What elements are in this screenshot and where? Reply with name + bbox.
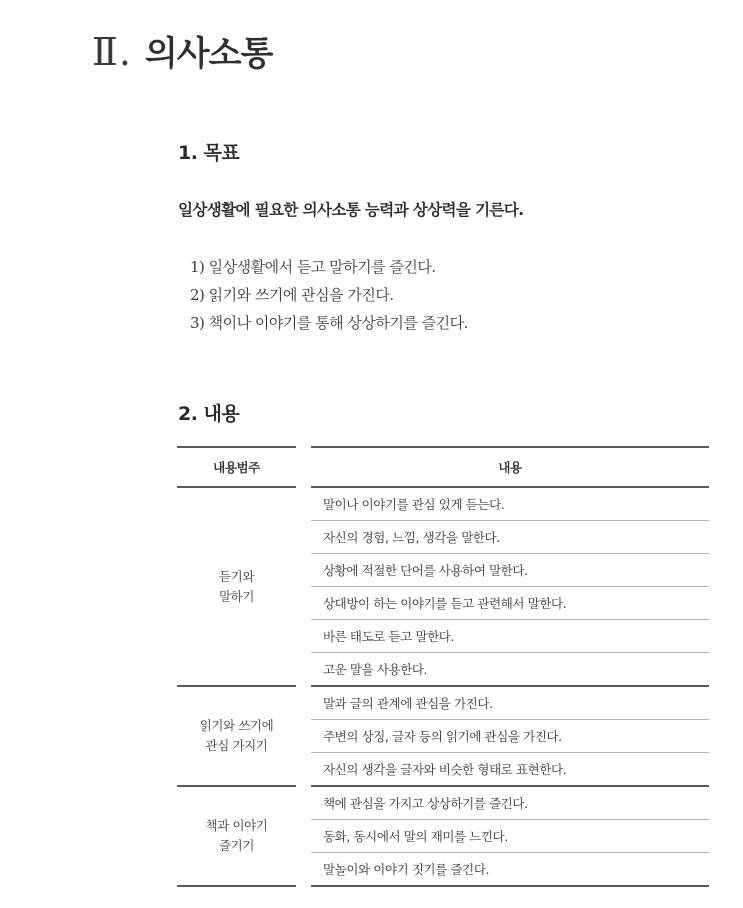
table-row [177,488,709,521]
content-cell: 말과 글의 관계에 관심을 가진다. [311,687,709,720]
column-gap [296,488,311,687]
chapter-number: Ⅱ [92,30,119,74]
content-cell: 바른 태도로 듣고 말한다. [311,620,709,653]
content-cell: 상황에 적절한 단어를 사용하여 말한다. [311,554,709,587]
content-table [177,446,709,887]
content-cell: 말놀이와 이야기 짓기를 즐긴다. [311,853,709,887]
content-cell: 자신의 생각을 글자와 비슷한 형태로 표현한다. [311,753,709,787]
table-header-row [177,446,709,488]
goal-heading: 1. 목표 [178,142,240,164]
header-category: 내용범주 [177,446,296,488]
chapter-title [92,26,272,78]
category-line: 듣기와 [218,568,255,584]
content-cell: 상대방이 하는 이야기를 듣고 관련해서 말한다. [311,587,709,620]
category-line: 책과 이야기 [205,818,268,833]
content-cell: 동화, 동시에서 말의 재미를 느낀다. [311,820,709,853]
category-cell [177,687,296,787]
column-gap [296,687,311,787]
category-line: 읽기와 쓰기에 [199,718,274,733]
goal-summary: 일상생활에 필요한 의사소통 능력과 상상력을 기른다. [178,201,524,219]
column-gap [296,787,311,887]
header-content: 내용 [311,446,709,488]
chapter-name: 의사소통 [144,34,273,74]
goal-item: 3) 책이나 이야기를 통해 상상하기를 즐긴다. [190,314,468,332]
category-line: 관심 가지기 [205,738,268,753]
content-cell: 책에 관심을 가지고 상상하기를 즐긴다. [311,787,709,820]
table-row [177,787,709,820]
content-heading: 2. 내용 [178,403,240,425]
category-cell [177,787,296,887]
table-row [177,687,709,720]
content-cell: 주변의 상징, 글자 등의 읽기에 관심을 가진다. [311,720,709,753]
goal-item: 1) 일상생활에서 듣고 말하기를 즐긴다. [190,258,436,276]
content-cell: 자신의 경험, 느낌, 생각을 말한다. [311,521,709,554]
goal-item: 2) 읽기와 쓰기에 관심을 가진다. [190,286,394,304]
category-cell [177,488,296,687]
category-line: 말하기 [218,588,255,604]
chapter-number-dot: . [118,30,131,74]
content-cell: 고운 말을 사용한다. [311,653,709,687]
category-line: 즐기기 [218,838,255,853]
content-cell: 말이나 이야기를 관심 있게 듣는다. [311,488,709,521]
column-gap [296,446,311,488]
goal-list [190,253,468,337]
